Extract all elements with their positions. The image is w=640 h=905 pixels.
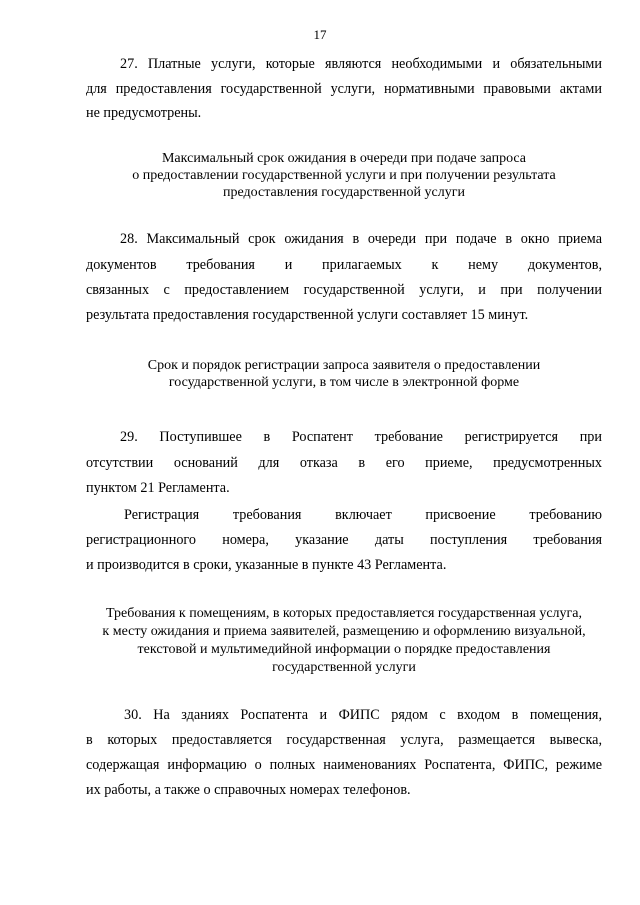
paragraph-27-line-3: не предусмотрены.: [86, 105, 202, 121]
paragraph-28-line-2: документов требования и прилагаемых к нему документов,: [86, 257, 602, 273]
paragraph-28-line-1: 28. Максимальный срок ожидания в очереди при подаче в окно приема: [120, 231, 602, 247]
paragraph-30-line-1: 30. На зданиях Роспатента и ФИПС рядом с входом в помещения,: [124, 707, 602, 723]
heading-3-line-3: текстовой и мультимедийной информации о порядке предоставления: [137, 642, 551, 657]
paragraph-29b-line-3: и производится в сроки, указанные в пункте 43 Регламента.: [86, 557, 447, 573]
heading-2-line-2: государственной услуги, в том числе в электронной форме: [168, 375, 520, 390]
paragraph-30-line-2: в которых предоставляется государственная услуга, размещается вывеска,: [86, 732, 602, 748]
paragraph-30-line-4: их работы, а также о справочных номерах телефонов.: [86, 782, 411, 798]
heading-1-line-3: предоставления государственной услуги: [223, 185, 465, 200]
heading-3-line-4: государственной услуги: [272, 660, 416, 675]
paragraph-27-line-1: 27. Платные услуги, которые являются необходимыми и обязательными: [120, 56, 602, 72]
paragraph-29-line-1: 29. Поступившее в Роспатент требование регистрируется при: [120, 429, 602, 445]
paragraph-29-line-2: отсутствии оснований для отказа в его приеме, предусмотренных: [86, 455, 602, 471]
heading-1-line-1: Максимальный срок ожидания в очереди при подаче запроса: [161, 151, 527, 166]
paragraph-27-line-2: для предоставления государственной услуги, нормативными правовыми актами: [86, 81, 602, 97]
heading-3-line-1: Требования к помещениям, в которых предоставляется государственная услуга,: [106, 606, 582, 621]
paragraph-29-line-3: пунктом 21 Регламента.: [86, 480, 230, 496]
heading-2-line-1: Срок и порядок регистрации запроса заявителя о предоставлении: [147, 358, 541, 373]
paragraph-30-line-3: содержащая информацию о полных наименованиях Роспатента, ФИПС, режиме: [86, 757, 602, 773]
page-number: 17: [313, 27, 327, 42]
paragraph-28-line-3: связанных с предоставлением государственной услуги, и при получении: [86, 282, 602, 298]
heading-1-line-2: о предоставлении государственной услуги и при получении результата: [132, 168, 556, 183]
heading-3-line-2: к месту ожидания и приема заявителей, размещению и оформлению визуальной,: [102, 624, 586, 639]
paragraph-29b-line-1: Регистрация требования включает присвоение требованию: [124, 507, 602, 523]
paragraph-28-line-4: результата предоставления государственной услуги составляет 15 минут.: [86, 307, 529, 323]
paragraph-29b-line-2: регистрационного номера, указание даты поступления требования: [86, 532, 602, 548]
